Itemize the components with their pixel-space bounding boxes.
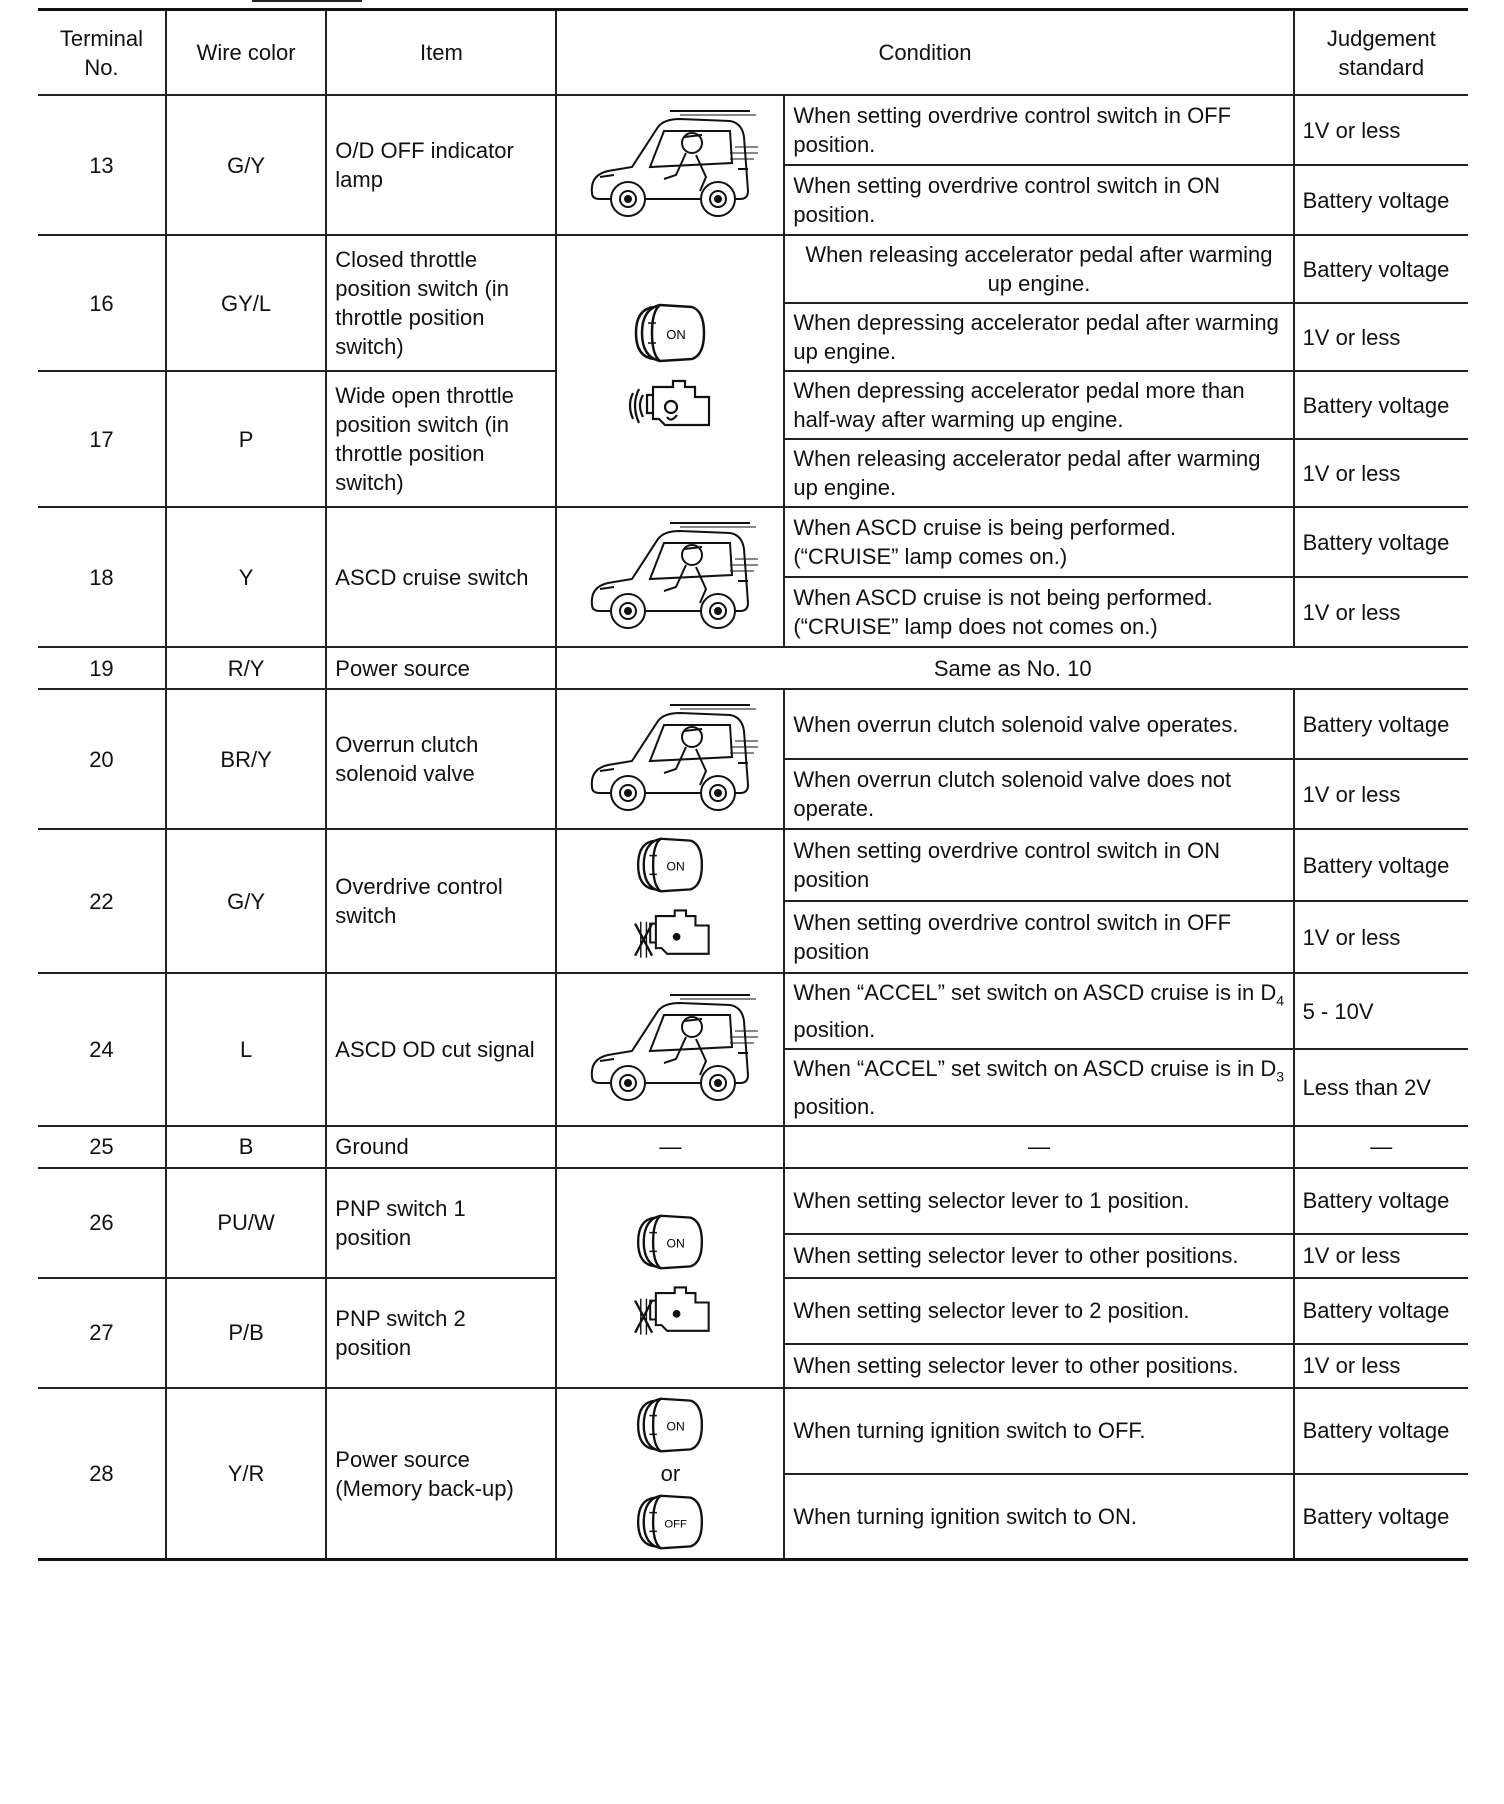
condition-text: When setting selector lever to 1 position. xyxy=(784,1168,1293,1234)
table-row xyxy=(38,235,1468,303)
wire-color: R/Y xyxy=(166,647,326,689)
header-item: Item xyxy=(326,10,556,96)
judgement-value: Battery voltage xyxy=(1294,1388,1468,1474)
wire-color: P/B xyxy=(166,1278,326,1388)
terminal-no: 20 xyxy=(38,689,166,829)
wire-color: PU/W xyxy=(166,1168,326,1278)
condition-text xyxy=(784,973,1293,1049)
gear-subscript: 3 xyxy=(1276,1068,1285,1085)
terminal-no: 27 xyxy=(38,1278,166,1388)
driving-car-icon xyxy=(556,95,784,235)
condition-text-part: position. xyxy=(793,1093,876,1119)
terminal-no: 19 xyxy=(38,647,166,689)
table-row xyxy=(38,95,1468,165)
judgement-value: Battery voltage xyxy=(1294,829,1468,901)
condition-text: When releasing accelerator pedal after warming up engine. xyxy=(784,439,1293,507)
wire-color: P xyxy=(166,371,326,507)
key-off-label: OFF xyxy=(664,1518,688,1531)
header-terminal: Terminal No. xyxy=(38,10,166,96)
table-row xyxy=(38,1388,1468,1474)
wire-color: BR/Y xyxy=(166,689,326,829)
condition-text: When depressing accelerator pedal more than half-way after warming up engine. xyxy=(784,371,1293,439)
terminal-no: 24 xyxy=(38,973,166,1126)
judgement-value: Battery voltage xyxy=(1294,1474,1468,1560)
judgement-value: 1V or less xyxy=(1294,1234,1468,1278)
judgement-value: 1V or less xyxy=(1294,901,1468,973)
table-row xyxy=(38,689,1468,759)
key-on-label: ON xyxy=(666,1419,686,1434)
condition-text: When turning ignition switch to ON. xyxy=(784,1474,1293,1560)
driving-car-icon xyxy=(556,689,784,829)
ignition-on-or-off-icon xyxy=(556,1388,784,1560)
judgement-value: 1V or less xyxy=(1294,1344,1468,1388)
condition-text: When overrun clutch solenoid valve operates. xyxy=(784,689,1293,759)
key-on-label: ON xyxy=(666,1236,686,1251)
condition-text-part: When “ACCEL” set switch on ASCD cruise is in D xyxy=(793,1056,1277,1082)
terminal-no: 17 xyxy=(38,371,166,507)
table-row xyxy=(38,507,1468,577)
ignition-on-engine-running-icon xyxy=(556,235,784,507)
condition-text: When depressing accelerator pedal after warming up engine. xyxy=(784,303,1293,371)
condition-text: When overrun clutch solenoid valve does not operate. xyxy=(784,759,1293,829)
condition-text: When setting selector lever to other positions. xyxy=(784,1234,1293,1278)
condition-text: When releasing accelerator pedal after warming up engine. xyxy=(784,235,1293,303)
header-judgement: Judgement standard xyxy=(1294,10,1468,96)
wire-color: B xyxy=(166,1126,326,1168)
header-row xyxy=(38,10,1468,96)
key-on-label: ON xyxy=(666,859,686,874)
judgement-value: Battery voltage xyxy=(1294,1278,1468,1344)
terminal-no: 28 xyxy=(38,1388,166,1560)
condition-text: When turning ignition switch to OFF. xyxy=(784,1388,1293,1474)
item-name: Power source (Memory back-up) xyxy=(326,1388,556,1560)
driving-car-icon xyxy=(556,973,784,1126)
condition-text: When setting overdrive control switch in ON position xyxy=(784,829,1293,901)
terminal-no: 25 xyxy=(38,1126,166,1168)
item-name: ASCD cruise switch xyxy=(326,507,556,647)
condition-text: When setting overdrive control switch in OFF position xyxy=(784,901,1293,973)
terminal-no: 13 xyxy=(38,95,166,235)
wire-color: Y/R xyxy=(166,1388,326,1560)
judgement-value: 5 - 10V xyxy=(1294,973,1468,1049)
item-name: Power source xyxy=(326,647,556,689)
icon-dash: — xyxy=(556,1126,784,1168)
gear-subscript: 4 xyxy=(1276,992,1285,1009)
condition-text: When setting overdrive control switch in OFF position. xyxy=(784,95,1293,165)
terminal-no: 22 xyxy=(38,829,166,973)
terminal-no: 16 xyxy=(38,235,166,371)
table-row xyxy=(38,829,1468,901)
judgement-value: Battery voltage xyxy=(1294,507,1468,577)
header-condition: Condition xyxy=(556,10,1293,96)
table-row xyxy=(38,973,1468,1049)
item-name: Closed throttle position switch (in throttle position switch) xyxy=(326,235,556,371)
judgement-value: 1V or less xyxy=(1294,577,1468,647)
judgement-value: 1V or less xyxy=(1294,439,1468,507)
condition-text: When ASCD cruise is not being performed. (“CRUISE” lamp does not comes on.) xyxy=(784,577,1293,647)
top-rule xyxy=(252,0,362,2)
item-name: Overrun clutch solenoid valve xyxy=(326,689,556,829)
item-name: ASCD OD cut signal xyxy=(326,973,556,1126)
condition-text xyxy=(784,1049,1293,1125)
wire-color: Y xyxy=(166,507,326,647)
item-name: Overdrive control switch xyxy=(326,829,556,973)
condition-text-part: position. xyxy=(793,1017,876,1043)
condition-text: When setting selector lever to 2 position. xyxy=(784,1278,1293,1344)
table-row xyxy=(38,1168,1468,1234)
judgement-value: Battery voltage xyxy=(1294,165,1468,235)
judgement-value: Battery voltage xyxy=(1294,689,1468,759)
terminal-no: 26 xyxy=(38,1168,166,1278)
header-wire-color: Wire color xyxy=(166,10,326,96)
item-name: PNP switch 1 position xyxy=(326,1168,556,1278)
terminal-no: 18 xyxy=(38,507,166,647)
document-page xyxy=(38,8,1468,1561)
ignition-on-engine-stopped-icon xyxy=(556,1168,784,1388)
key-on-label: ON xyxy=(666,327,687,342)
table-row xyxy=(38,1126,1468,1168)
condition-text: When setting overdrive control switch in ON position. xyxy=(784,165,1293,235)
ignition-on-engine-stopped-icon xyxy=(556,829,784,973)
wire-color: G/Y xyxy=(166,829,326,973)
table-row xyxy=(38,647,1468,689)
terminal-table xyxy=(38,8,1468,1561)
item-name: Wide open throttle position switch (in throttle position switch) xyxy=(326,371,556,507)
item-name: Ground xyxy=(326,1126,556,1168)
judgement-value: 1V or less xyxy=(1294,303,1468,371)
item-name: O/D OFF indicator lamp xyxy=(326,95,556,235)
judgement-value: 1V or less xyxy=(1294,759,1468,829)
condition-text: When setting selector lever to other positions. xyxy=(784,1344,1293,1388)
judgement-value: Battery voltage xyxy=(1294,371,1468,439)
condition-text-part: When “ACCEL” set switch on ASCD cruise is in D xyxy=(793,980,1277,1005)
wire-color: G/Y xyxy=(166,95,326,235)
judgement-value: — xyxy=(1294,1126,1468,1168)
judgement-value: 1V or less xyxy=(1294,95,1468,165)
wire-color: L xyxy=(166,973,326,1126)
wire-color: GY/L xyxy=(166,235,326,371)
driving-car-icon xyxy=(556,507,784,647)
judgement-value: Battery voltage xyxy=(1294,235,1468,303)
condition-text: When ASCD cruise is being performed. (“CRUISE” lamp comes on.) xyxy=(784,507,1293,577)
judgement-value: Battery voltage xyxy=(1294,1168,1468,1234)
condition-text: — xyxy=(784,1126,1293,1168)
item-name: PNP switch 2 position xyxy=(326,1278,556,1388)
condition-text: Same as No. 10 xyxy=(556,647,1468,689)
judgement-value: Less than 2V xyxy=(1294,1049,1468,1125)
or-label: or xyxy=(660,1461,681,1487)
